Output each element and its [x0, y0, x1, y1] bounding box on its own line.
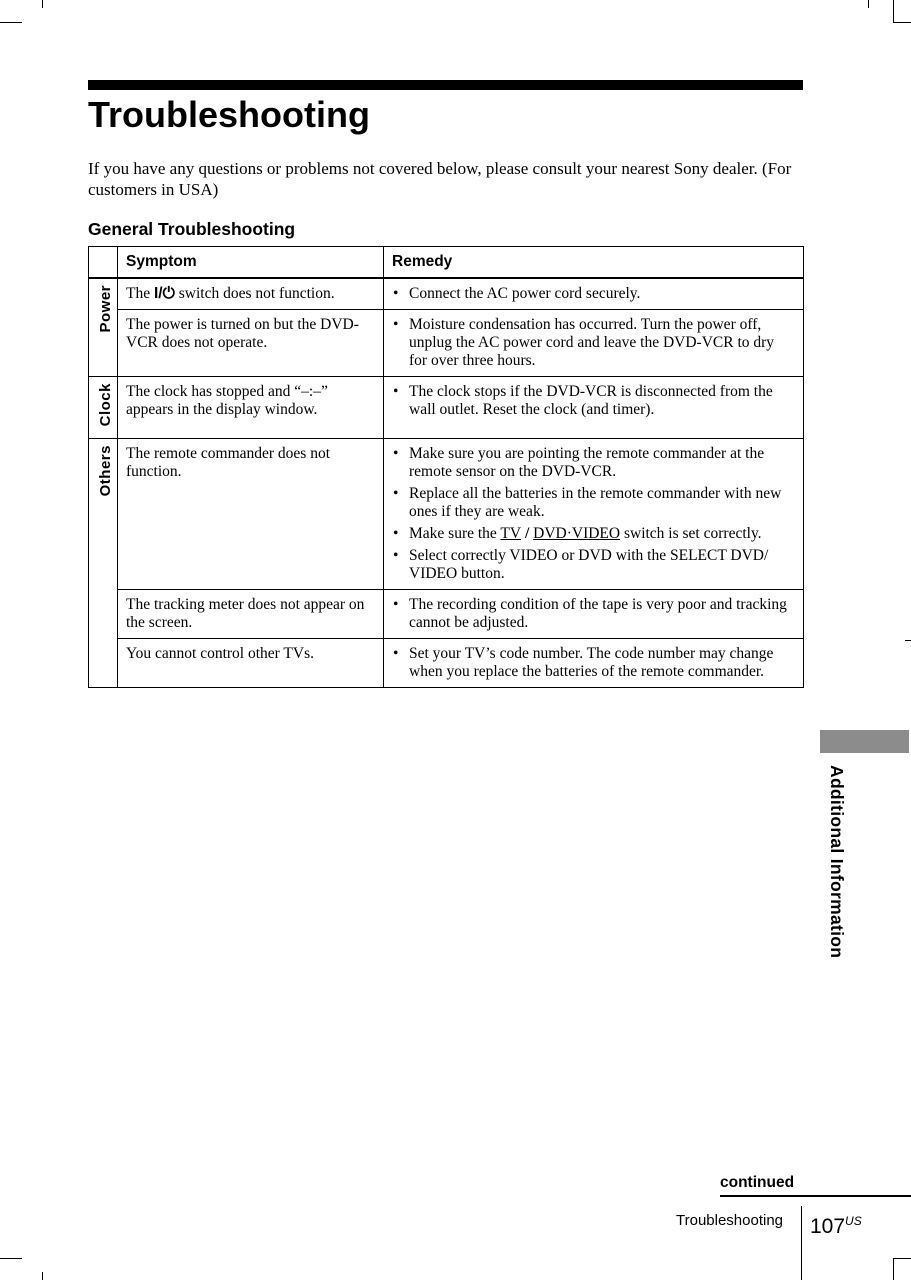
table-row	[89, 377, 804, 439]
switch-separator: /	[521, 525, 534, 542]
remedy-list	[392, 383, 795, 419]
symptom-text: switch does not function.	[174, 285, 335, 302]
crop-mark	[0, 22, 22, 23]
symptom-cell: You cannot control other TVs.	[118, 639, 384, 688]
page-number-suffix: US	[845, 1214, 862, 1228]
footer-section-name: Troubleshooting	[676, 1212, 784, 1229]
crop-mark	[893, 1258, 911, 1259]
footer-rule	[720, 1195, 911, 1197]
crop-mark	[0, 1258, 22, 1259]
category-cell-power	[89, 278, 118, 377]
symptom-text: The	[126, 285, 154, 302]
footer-divider	[801, 1206, 802, 1280]
remedy-item: • Select correctly VIDEO or DVD with the SELECT DVD/ VIDEO button.	[392, 547, 795, 583]
remedy-item: • The clock stops if the DVD-VCR is disconnected from the wall outlet. Reset the clock (and timer).	[392, 383, 795, 419]
crop-mark	[893, 0, 894, 22]
symptom-header: Symptom	[118, 247, 384, 279]
remedy-text: Make sure the	[409, 525, 501, 542]
crop-mark	[42, 0, 43, 8]
remedy-cell	[384, 590, 804, 639]
remedy-item: • Set your TV’s code number. The code number may change when you replace the batteries of the remote commander.	[392, 645, 795, 681]
symptom-cell: The power is turned on but the DVD-VCR does not operate.	[118, 310, 384, 377]
remedy-cell	[384, 639, 804, 688]
remedy-list	[392, 316, 795, 370]
table-header-row	[89, 247, 804, 279]
power-switch-icon: I/⏻	[153, 285, 175, 302]
crop-mark	[905, 640, 911, 641]
tv-switch-label: TV	[500, 525, 522, 542]
remedy-header: Remedy	[384, 247, 804, 279]
crop-mark	[893, 1258, 894, 1280]
symptom-cell	[118, 278, 384, 310]
intro-paragraph: If you have any questions or problems not covered below, please consult your nearest Sony dealer. (For customers in USA)	[88, 159, 792, 199]
symptom-cell: The tracking meter does not appear on the screen.	[118, 590, 384, 639]
section-title: General Troubleshooting	[88, 219, 296, 239]
remedy-item: • Moisture condensation has occurred. Turn the power off, unplug the AC power cord and leave the DVD-VCR to dry for over three hours.	[392, 316, 795, 370]
table-row	[89, 639, 804, 688]
table-row	[89, 590, 804, 639]
side-tab-label: Additional Information	[827, 765, 847, 959]
page-number	[810, 1208, 862, 1240]
category-label-clock: Clock	[97, 383, 114, 427]
remedy-text: switch is set correctly.	[620, 525, 762, 542]
crop-mark	[893, 22, 911, 23]
table-row	[89, 439, 804, 590]
remedy-list	[392, 596, 795, 632]
table-row	[89, 278, 804, 310]
remedy-cell	[384, 278, 804, 310]
category-cell-clock	[89, 377, 118, 439]
table-row	[89, 310, 804, 377]
remedy-item: • Replace all the batteries in the remote commander with new ones if they are weak.	[392, 485, 795, 521]
side-tab-marker	[820, 730, 909, 753]
page-title: Troubleshooting	[88, 94, 370, 135]
remedy-cell	[384, 439, 804, 590]
dvd-video-switch-label: DVD·VIDEO	[533, 525, 621, 542]
continued-label: continued	[720, 1174, 795, 1191]
remedy-item	[392, 525, 795, 543]
remedy-item: • Make sure you are pointing the remote commander at the remote sensor on the DVD-VCR.	[392, 445, 795, 481]
category-label-power: Power	[97, 285, 114, 333]
symptom-cell: The remote commander does not function.	[118, 439, 384, 590]
remedy-item: • The recording condition of the tape is very poor and tracking cannot be adjusted.	[392, 596, 795, 632]
troubleshooting-table	[88, 246, 804, 688]
remedy-cell	[384, 310, 804, 377]
remedy-list	[392, 445, 795, 583]
symptom-cell: The clock has stopped and “–:–” appears in the display window.	[118, 377, 384, 439]
remedy-list	[392, 645, 795, 681]
crop-mark	[868, 0, 869, 8]
remedy-list	[392, 285, 795, 303]
category-header	[89, 247, 118, 279]
title-rule	[88, 80, 803, 90]
category-cell-others	[89, 439, 118, 688]
page-number-value: 107	[810, 1215, 846, 1238]
category-label-others: Others	[97, 445, 114, 497]
remedy-item: • Connect the AC power cord securely.	[392, 285, 795, 303]
crop-mark	[42, 1272, 43, 1280]
remedy-cell	[384, 377, 804, 439]
